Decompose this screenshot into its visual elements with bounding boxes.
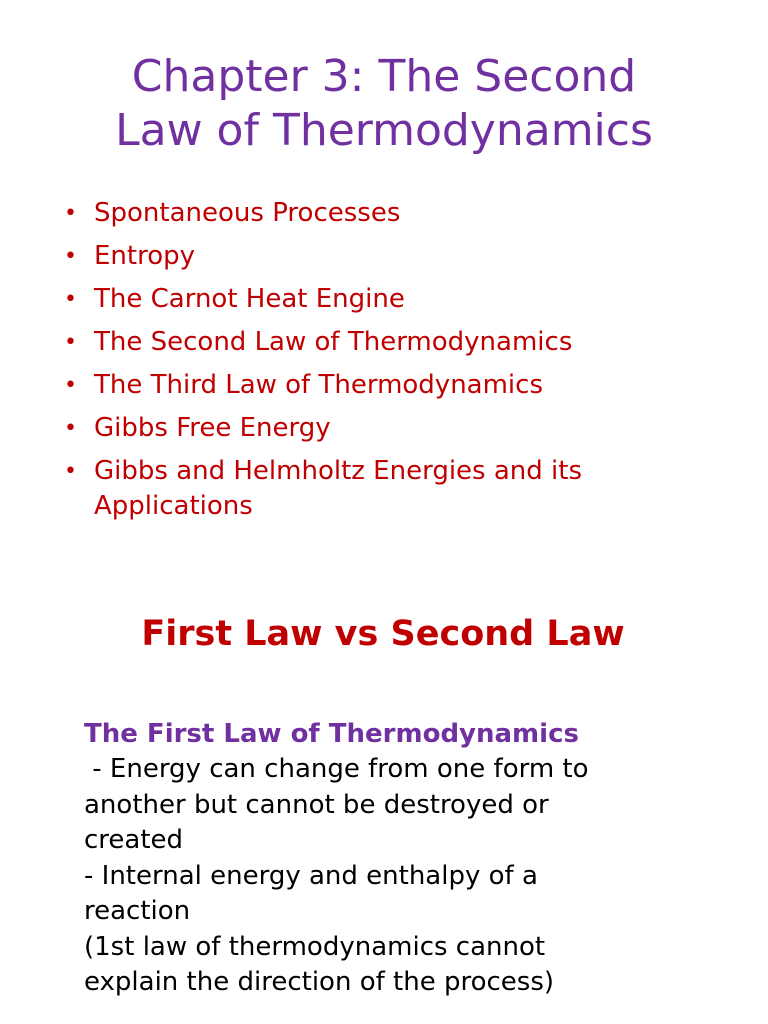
body-line: another but cannot be destroyed or bbox=[84, 789, 549, 820]
body-line: - Energy can change from one form to bbox=[84, 754, 589, 784]
topic-item-second-law bbox=[62, 325, 702, 360]
topic-label: Spontaneous Processes bbox=[94, 198, 401, 228]
bullet-icon: • bbox=[64, 459, 77, 484]
slide-title bbox=[0, 50, 768, 158]
body-line: - Internal energy and enthalpy of a bbox=[84, 860, 538, 891]
topic-label: The Third Law of Thermodynamics bbox=[94, 370, 543, 400]
section-heading: The First Law of Thermodynamics bbox=[84, 719, 579, 749]
bullet-icon: • bbox=[64, 201, 77, 226]
topic-item-entropy bbox=[62, 239, 702, 274]
bullet-icon: • bbox=[64, 373, 77, 398]
topic-item-gibbs-helmholtz bbox=[62, 454, 702, 524]
slide-title: First Law vs Second Law bbox=[141, 614, 625, 654]
bullet-icon: • bbox=[64, 244, 77, 269]
bullet-icon: • bbox=[64, 416, 77, 441]
body-line: explain the direction of the process) bbox=[84, 967, 555, 997]
slide-title-line-2: Law of Thermodynamics bbox=[115, 105, 653, 156]
bullet-icon: • bbox=[64, 330, 77, 355]
topic-label: Gibbs and Helmholtz Energies and its Applications bbox=[94, 456, 582, 521]
topic-item-third-law bbox=[62, 368, 702, 403]
slide-first-vs-second-law bbox=[0, 560, 768, 1024]
body-line: (1st law of thermodynamics cannot bbox=[84, 931, 546, 962]
topic-label: The Second Law of Thermodynamics bbox=[94, 327, 573, 357]
topic-item-spontaneous-processes bbox=[62, 196, 702, 231]
bullet-icon: • bbox=[64, 287, 77, 312]
body-line: created bbox=[84, 825, 184, 855]
topic-list bbox=[62, 196, 702, 532]
slide-title-line-1: Chapter 3: The Second bbox=[131, 51, 637, 102]
first-law-content bbox=[84, 716, 724, 1001]
topic-label: Entropy bbox=[94, 241, 196, 271]
topic-label: The Carnot Heat Engine bbox=[94, 284, 405, 314]
topic-item-carnot-engine bbox=[62, 282, 702, 317]
body-line: reaction bbox=[84, 896, 191, 926]
topic-item-gibbs-free-energy bbox=[62, 411, 702, 446]
topic-label: Gibbs Free Energy bbox=[94, 413, 331, 443]
